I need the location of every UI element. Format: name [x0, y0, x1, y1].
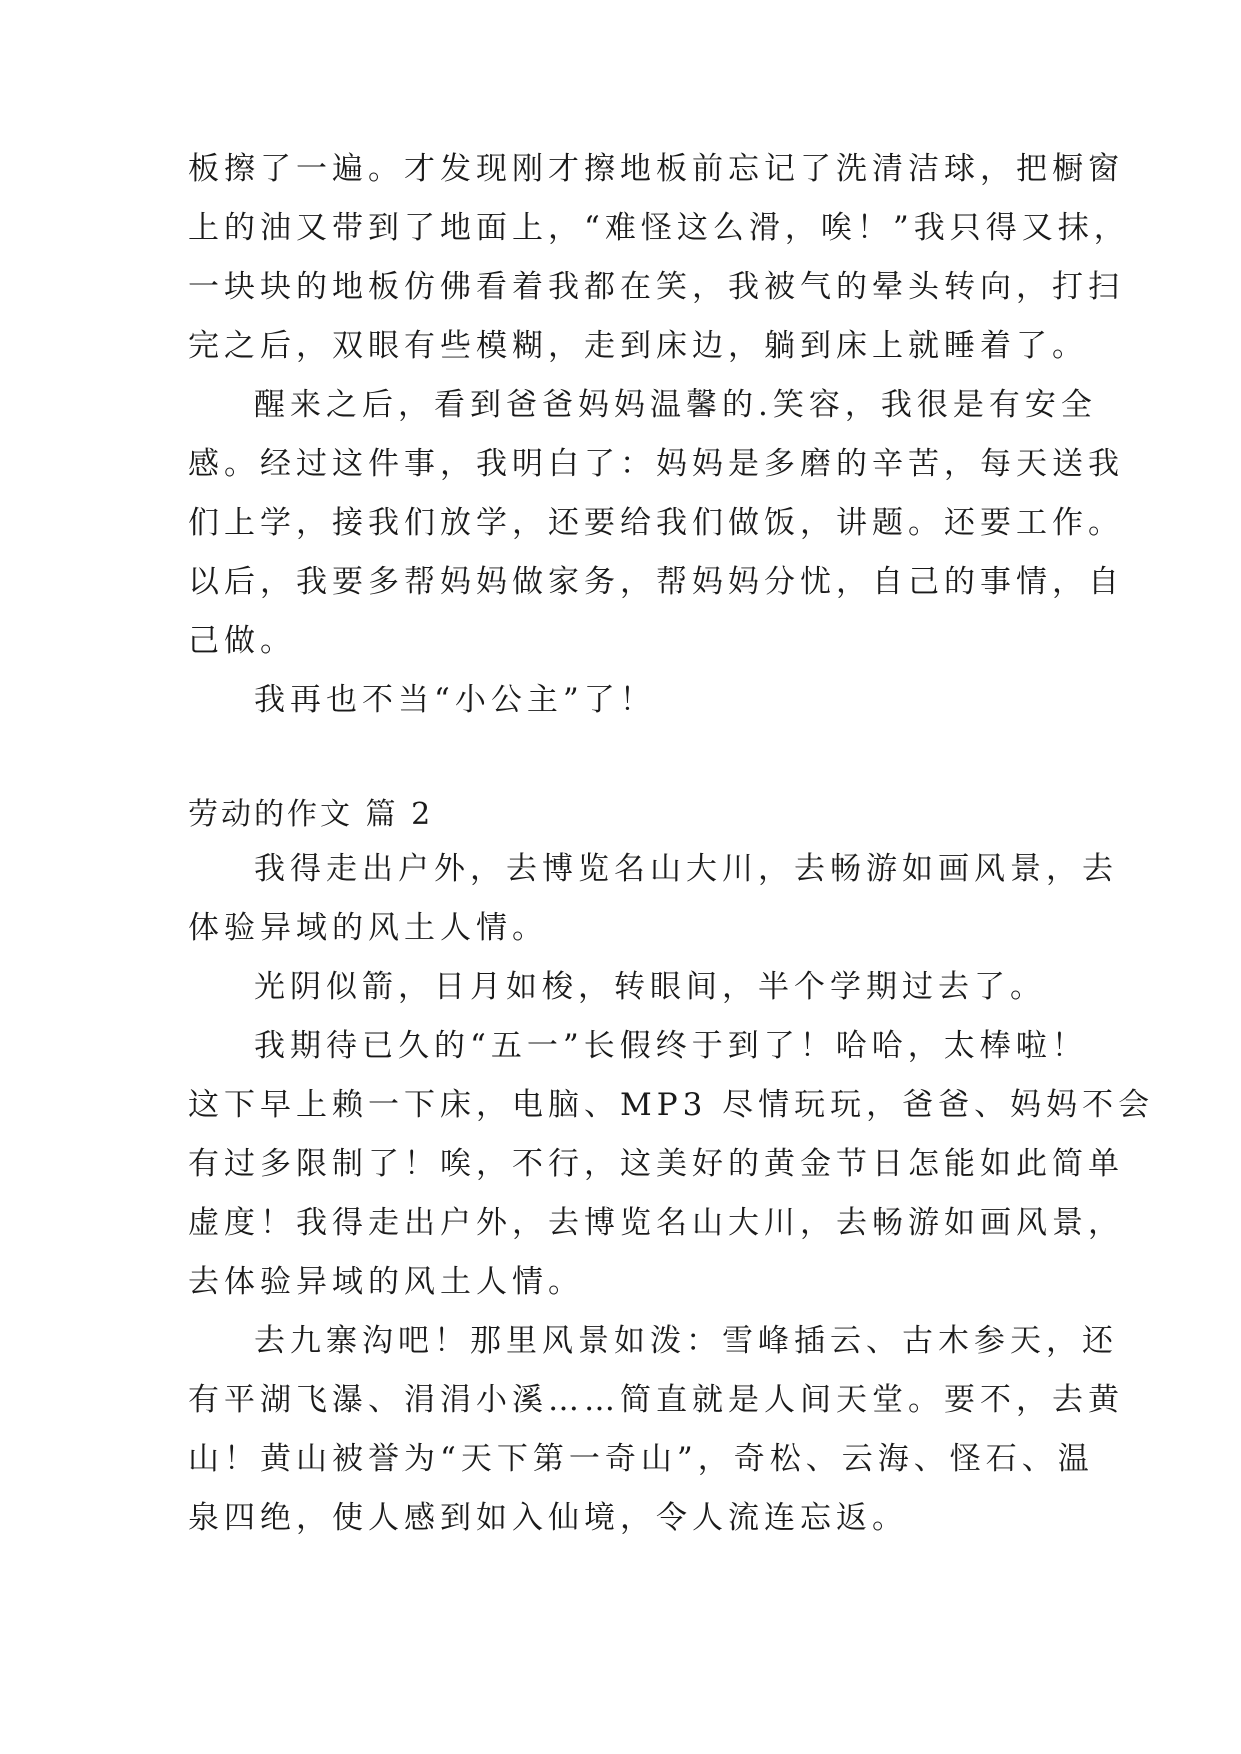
- text-line: 我期待已久的“五一”长假终于到了！哈哈，太棒啦！: [254, 1028, 1088, 1064]
- text-line: 去体验异域的风土人情。: [188, 1264, 584, 1300]
- text-line: 们上学，接我们放学，还要给我们做饭，讲题。还要工作。: [188, 505, 1124, 541]
- text-line: 去九寨沟吧！那里风景如泼：雪峰插云、古木参天，还: [254, 1323, 1118, 1359]
- text-line: 这下早上赖一下床，电脑、MP3 尽情玩玩，爸爸、妈妈不会: [188, 1087, 1155, 1123]
- paragraph-continued: [188, 140, 1130, 376]
- text-line: 我得走出户外，去博览名山大川，去畅游如画风景，去: [254, 851, 1118, 887]
- text-line: 山！黄山被誉为“天下第一奇山”，奇松、云海、怪石、温: [188, 1441, 1094, 1477]
- paragraph: [188, 1312, 1124, 1548]
- paragraph: [188, 376, 1124, 671]
- paragraph: [188, 958, 1068, 1017]
- text-line: 感。经过这件事，我明白了：妈妈是多磨的辛苦，每天送我: [188, 446, 1124, 482]
- text-line: 光阴似箭，日月如梭，转眼间，半个学期过去了。: [254, 969, 1046, 1005]
- text-line: 一块块的地板仿佛看着我都在笑，我被气的晕头转向，打扫: [188, 269, 1124, 305]
- paragraph: [188, 840, 1118, 958]
- text-line: 上的油又带到了地面上，“难怪这么滑，唉！”我只得又抹，: [188, 210, 1130, 246]
- text-line: 以后，我要多帮妈妈做家务，帮妈妈分忧，自己的事情，自: [188, 564, 1124, 600]
- document-page: [188, 140, 1155, 1548]
- text-line: 虚度！我得走出户外，去博览名山大川，去畅游如画风景，: [188, 1205, 1124, 1241]
- paragraph: [188, 671, 1068, 730]
- text-line: 板擦了一遍。才发现刚才擦地板前忘记了洗清洁球，把橱窗: [188, 151, 1124, 187]
- paragraph: [188, 1017, 1155, 1312]
- text-line: 醒来之后，看到爸爸妈妈温馨的.笑容，我很是有安全: [254, 387, 1097, 423]
- text-line: 体验异域的风土人情。: [188, 910, 548, 946]
- text-line: 有过多限制了！唉，不行，这美好的黄金节日怎能如此简单: [188, 1146, 1124, 1182]
- text-line: 完之后，双眼有些模糊，走到床边，躺到床上就睡着了。: [188, 328, 1088, 364]
- section-heading: 劳动的作文 篇 2: [188, 796, 434, 832]
- text-line: 我再也不当“小公主”了！: [254, 682, 656, 718]
- text-line: 泉四绝，使人感到如入仙境，令人流连忘返。: [188, 1500, 908, 1536]
- text-line: 己做。: [188, 623, 296, 659]
- text-line: 有平湖飞瀑、涓涓小溪……简直就是人间天堂。要不，去黄: [188, 1382, 1124, 1418]
